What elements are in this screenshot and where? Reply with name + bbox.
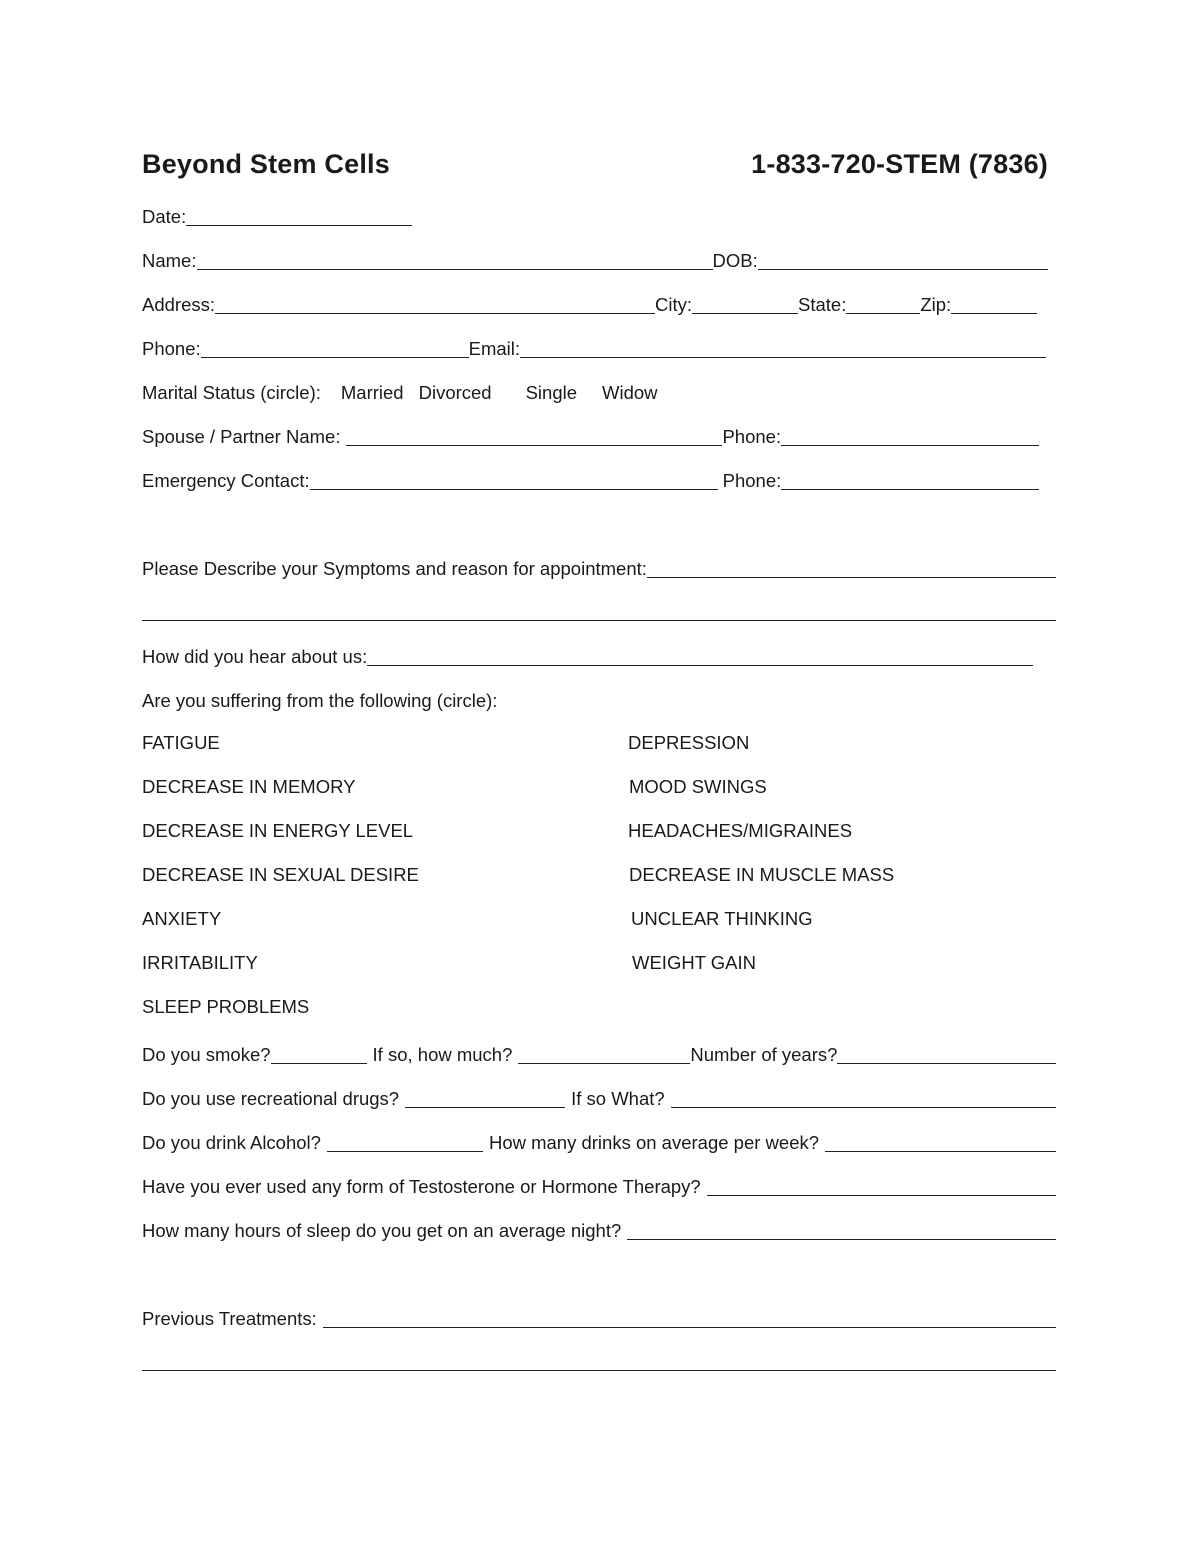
spouse-phone-field[interactable] <box>781 425 1039 446</box>
dob-field[interactable] <box>758 249 1048 270</box>
company-name: Beyond Stem Cells <box>142 148 390 179</box>
spouse-name-label: Spouse / Partner Name: <box>142 426 341 447</box>
address-row <box>142 290 1056 316</box>
drugs-what-label: If so What? <box>571 1088 665 1109</box>
date-field[interactable] <box>186 205 412 226</box>
hear-about-field[interactable] <box>367 645 1033 666</box>
alcohol-field[interactable] <box>327 1131 483 1152</box>
symptom-decrease-in-energy-level[interactable]: DECREASE IN ENERGY LEVEL <box>142 820 414 841</box>
symptoms-label: Please Describe your Symptoms and reason for appointment: <box>142 558 647 579</box>
symptom-depression[interactable]: DEPRESSION <box>628 732 750 753</box>
previous-treatments-row <box>142 1304 1056 1330</box>
emergency-contact-row <box>142 466 1056 492</box>
hear-about-row <box>142 642 1056 668</box>
symptoms-row <box>142 554 1056 580</box>
emergency-contact-label: Emergency Contact: <box>142 470 310 491</box>
name-row <box>142 246 1056 272</box>
alcohol-drinks-label: How many drinks on average per week? <box>488 1132 820 1153</box>
city-field[interactable] <box>692 293 798 314</box>
smoke-label: Do you smoke? <box>142 1044 271 1065</box>
marital-option-single[interactable]: Single <box>525 382 578 403</box>
symptom-sleep-problems[interactable]: SLEEP PROBLEMS <box>142 996 310 1017</box>
previous-treatments-field[interactable] <box>323 1307 1056 1328</box>
drugs-field[interactable] <box>405 1087 565 1108</box>
symptom-decrease-in-sexual-desire[interactable]: DECREASE IN SEXUAL DESIRE <box>142 864 419 885</box>
name-label: Name: <box>142 250 197 271</box>
sleep-hours-row <box>142 1216 1056 1242</box>
symptom-fatigue[interactable]: FATIGUE <box>142 732 220 753</box>
symptom-mood-swings[interactable]: MOOD SWINGS <box>629 776 767 797</box>
symptoms-field[interactable] <box>647 557 1056 578</box>
alcohol-label: Do you drink Alcohol? <box>142 1132 321 1153</box>
name-field[interactable] <box>197 249 713 270</box>
symptom-headaches-migraines[interactable]: HEADACHES/MIGRAINES <box>628 820 853 841</box>
dob-label: DOB: <box>712 250 758 271</box>
hear-about-label: How did you hear about us: <box>142 646 368 667</box>
drugs-what-field[interactable] <box>671 1087 1056 1108</box>
drugs-row <box>142 1084 1056 1110</box>
smoke-field[interactable] <box>271 1043 367 1064</box>
suffering-row <box>142 686 1056 712</box>
zip-field[interactable] <box>951 293 1037 314</box>
marital-option-married[interactable]: Married <box>340 382 404 403</box>
phone-email-row <box>142 334 1056 360</box>
emergency-phone-field[interactable] <box>781 469 1039 490</box>
symptom-unclear-thinking[interactable]: UNCLEAR THINKING <box>631 908 813 929</box>
alcohol-row <box>142 1128 1056 1154</box>
spouse-name-field[interactable] <box>346 425 722 446</box>
smoke-row <box>142 1040 1056 1066</box>
drugs-label: Do you use recreational drugs? <box>142 1088 400 1109</box>
sleep-hours-label: How many hours of sleep do you get on an average night? <box>142 1220 622 1241</box>
spouse-phone-label: Phone: <box>722 426 782 447</box>
marital-status-row <box>142 378 1056 404</box>
symptom-decrease-in-muscle-mass[interactable]: DECREASE IN MUSCLE MASS <box>629 864 895 885</box>
smoke-years-label: Number of years? <box>690 1044 838 1065</box>
address-label: Address: <box>142 294 216 315</box>
address-field[interactable] <box>215 293 655 314</box>
company-phone: 1-833-720-STEM (7836) <box>751 148 1048 179</box>
state-field[interactable] <box>846 293 920 314</box>
form-header <box>142 146 1048 182</box>
symptom-decrease-in-memory[interactable]: DECREASE IN MEMORY <box>142 776 356 797</box>
city-label: City: <box>655 294 693 315</box>
testosterone-label: Have you ever used any form of Testosterone or Hormone Therapy? <box>142 1176 701 1197</box>
testosterone-row <box>142 1172 1056 1198</box>
date-row <box>142 202 1056 228</box>
smoke-how-much-label: If so, how much? <box>372 1044 513 1065</box>
phone-field[interactable] <box>201 337 469 358</box>
emergency-contact-field[interactable] <box>310 469 718 490</box>
state-label: State: <box>798 294 847 315</box>
spouse-row <box>142 422 1056 448</box>
symptom-weight-gain[interactable]: WEIGHT GAIN <box>632 952 757 973</box>
alcohol-drinks-field[interactable] <box>825 1131 1056 1152</box>
email-field[interactable] <box>520 337 1046 358</box>
testosterone-field[interactable] <box>707 1175 1056 1196</box>
zip-label: Zip: <box>920 294 952 315</box>
previous-treatments-label: Previous Treatments: <box>142 1308 317 1329</box>
email-label: Email: <box>468 338 521 359</box>
symptom-anxiety[interactable]: ANXIETY <box>142 908 222 929</box>
symptom-irritability[interactable]: IRRITABILITY <box>142 952 258 973</box>
suffering-label: Are you suffering from the following (circle): <box>142 690 498 711</box>
emergency-phone-label: Phone: <box>722 470 782 491</box>
smoke-years-field[interactable] <box>837 1043 1056 1064</box>
marital-status-label: Marital Status (circle): <box>142 382 321 403</box>
date-label: Date: <box>142 206 187 227</box>
previous-treatments-field-line-2[interactable] <box>142 1370 1056 1371</box>
marital-option-divorced[interactable]: Divorced <box>418 382 492 403</box>
phone-label: Phone: <box>142 338 201 359</box>
sleep-hours-field[interactable] <box>627 1219 1056 1240</box>
symptoms-field-line-2[interactable] <box>142 620 1056 621</box>
marital-option-widow[interactable]: Widow <box>602 382 658 403</box>
smoke-how-much-field[interactable] <box>518 1043 690 1064</box>
